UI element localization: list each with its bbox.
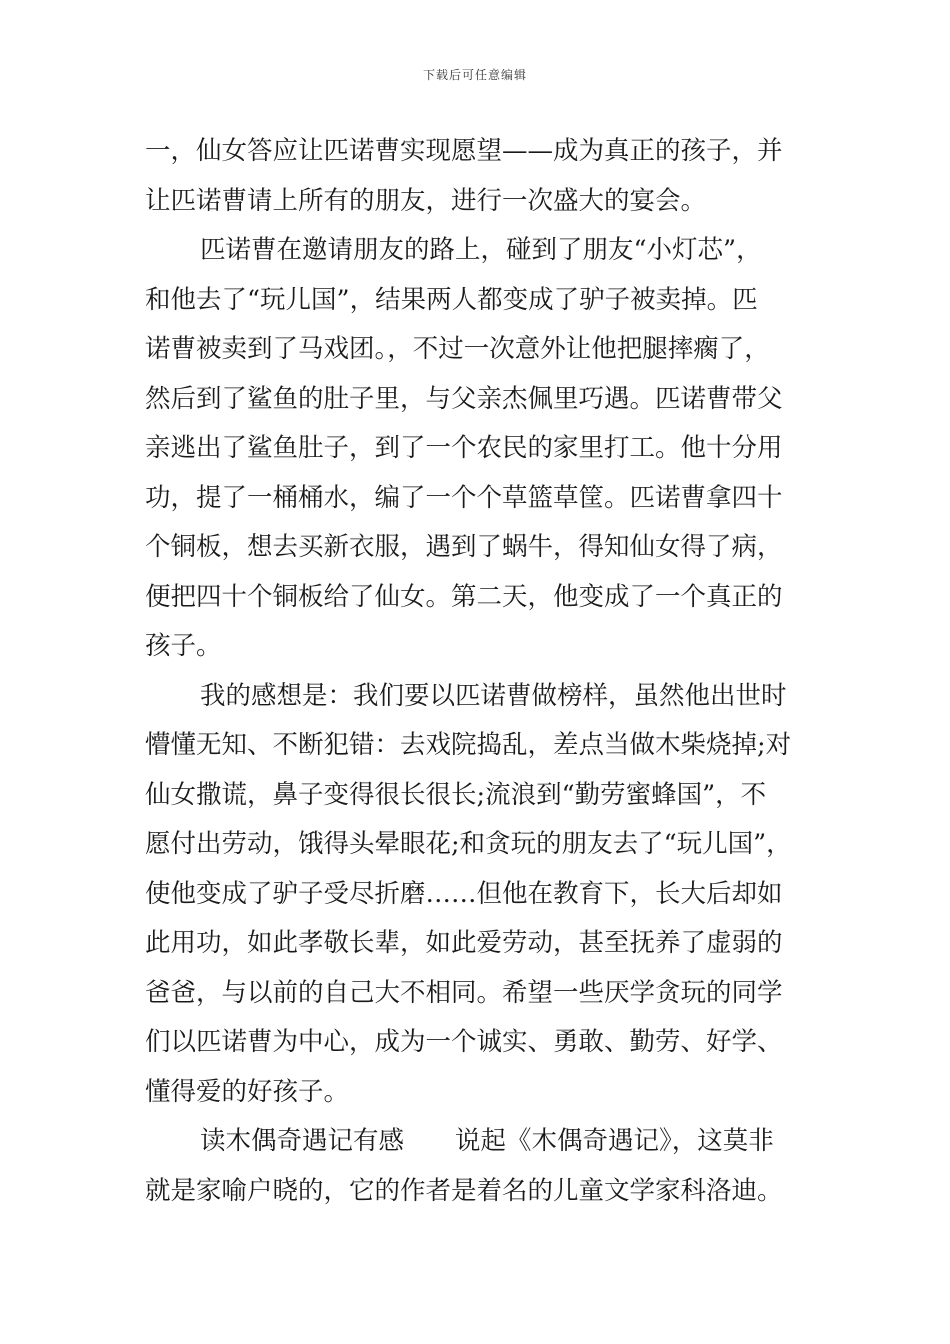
text-line: 个铜板，想去买新衣服，遇到了蜗牛，得知仙女得了病， — [145, 532, 783, 562]
text-line: 亲逃出了鲨鱼肚子，到了一个农民的家里打工。他十分用 — [145, 433, 783, 463]
text-line: 爸爸，与以前的自己大不相同。希望一些厌学贪玩的同学 — [145, 977, 783, 1008]
paragraph-start-line: 匹诺曹在邀请朋友的路上，碰到了朋友“小灯芯”， — [200, 235, 762, 265]
text-line: 懂得爱的好孩子。 — [145, 1076, 350, 1107]
text-line: 仙女撒谎，鼻子变得很长很长;流浪到“勤劳蜜蜂国”，不 — [145, 779, 767, 810]
text-line: 愿付出劳动，饿得头晕眼花;和贪玩的朋友去了“玩儿国”， — [145, 829, 792, 859]
text-line: 就是家喻户晓的，它的作者是着名的儿童文学家科洛迪。 — [145, 1175, 783, 1206]
text-line: 诺曹被卖到了马戏团。，不过一次意外让他把腿摔瘸了， — [145, 334, 770, 364]
text-line: 孩子。 — [145, 631, 222, 661]
page-header: 下载后可任意编辑 — [422, 68, 527, 82]
text-line: 一，仙女答应让匹诺曹实现愿望——成为真正的孩子，并 — [145, 136, 783, 166]
paragraph-start-line: 读木偶奇遇记有感 说起《木偶奇遇记》，这莫非 — [200, 1126, 774, 1156]
text-line: 让匹诺曹请上所有的朋友，进行一次盛大的宴会。 — [145, 185, 707, 216]
text-line: 然后到了鲨鱼的肚子里，与父亲杰佩里巧遇。匹诺曹带父 — [145, 383, 783, 414]
text-line: 功，提了一桶桶水，编了一个个草篮草筐。匹诺曹拿四十 — [145, 482, 783, 513]
text-line: 们以匹诺曹为中心，成为一个诚实、勇敢、勤劳、好学、 — [145, 1027, 783, 1057]
paragraph-start-line: 我的感想是：我们要以匹诺曹做榜样，虽然他出世时 — [200, 680, 787, 711]
body-text — [145, 127, 815, 1216]
text-line: 便把四十个铜板给了仙女。第二天，他变成了一个真正的 — [145, 581, 783, 612]
text-line: 此用功，如此孝敬长辈，如此爱劳动，甚至抚养了虚弱的 — [145, 928, 783, 958]
text-line: 懵懂无知、不断犯错：去戏院捣乱，差点当做木柴烧掉;对 — [145, 730, 792, 760]
text-line: 和他去了“玩儿国”，结果两人都变成了驴子被卖掉。匹 — [145, 284, 758, 315]
text-line: 使他变成了驴子受尽折磨……但他在教育下，长大后却如 — [145, 878, 783, 909]
